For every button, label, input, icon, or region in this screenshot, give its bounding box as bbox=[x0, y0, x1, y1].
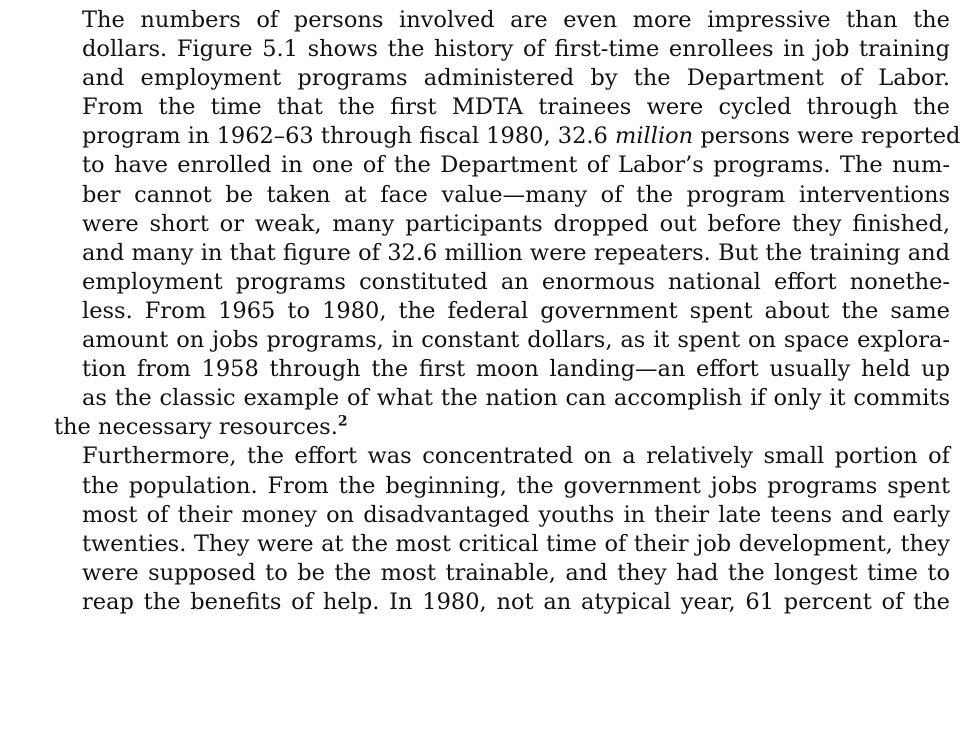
text-line: ber cannot be taken at face value—many of the program interventions bbox=[82, 181, 950, 208]
text-line: The numbers of persons involved are even more impressive than the bbox=[82, 7, 950, 33]
text-line: less. From 1965 to 1980, the federal government spent about the same bbox=[82, 297, 950, 324]
paragraph-1 bbox=[26, 6, 961, 442]
text-line: tion from 1958 through the first moon landing—an effort usually held up bbox=[82, 356, 950, 383]
text-line: Furthermore, the effort was concentrated on a relatively small portion of bbox=[82, 443, 950, 470]
text-line: twenties. They were at the most critical time of their job development, they bbox=[82, 530, 950, 557]
text-line: program in 1962–63 through fiscal 1980, 32.6 million persons were reported bbox=[82, 123, 961, 150]
text-line: and many in that figure of 32.6 million were repeaters. But the training and bbox=[82, 239, 950, 266]
text-line: the population. From the beginning, the government jobs programs spent bbox=[82, 472, 950, 499]
emphasis-text: million bbox=[615, 123, 694, 150]
text-line: as the classic example of what the nation can accomplish if only it commits bbox=[82, 385, 950, 412]
text-line: the necessary resources.$^2$ bbox=[54, 413, 348, 441]
text-line: employment programs constituted an enormous national effort nonethe- bbox=[82, 268, 950, 295]
paragraph-2 bbox=[26, 442, 950, 617]
text-line: most of their money on disadvantaged youths in their late teens and early bbox=[82, 501, 950, 528]
text-line: were short or weak, many participants dropped out before they finished, bbox=[82, 210, 950, 237]
text-line: dollars. Figure 5.1 shows the history of first-time enrollees in job training bbox=[82, 36, 950, 63]
text-line: were supposed to be the most trainable, and they had the longest time to bbox=[82, 559, 950, 586]
document-page bbox=[26, 6, 961, 617]
text-line: amount on jobs programs, in constant dollars, as it spent on space explora- bbox=[82, 327, 950, 354]
text-line: to have enrolled in one of the Department of Labor’s programs. The num- bbox=[82, 152, 950, 179]
text-line: and employment programs administered by the Department of Labor. bbox=[82, 65, 950, 92]
text-line: reap the benefits of help. In 1980, not an atypical year, 61 percent of the bbox=[82, 588, 950, 615]
footnote-marker[interactable]: 2 bbox=[337, 413, 348, 430]
text-line: From the time that the first MDTA trainees were cycled through the bbox=[82, 94, 950, 121]
